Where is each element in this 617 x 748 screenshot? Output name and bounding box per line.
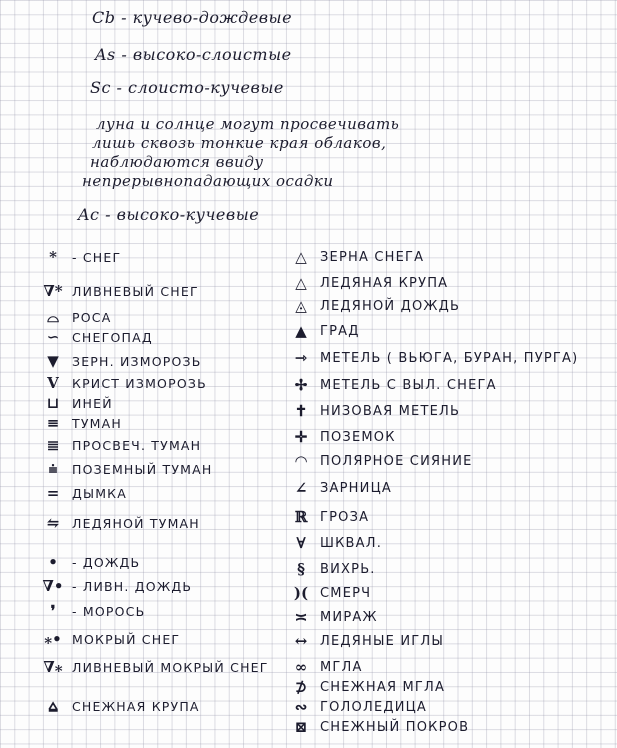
light-fog-symbol-icon: ≣ — [46, 436, 60, 454]
note-ac: Ac - высоко-кучевые — [78, 205, 260, 224]
sheet-lightning-label: ЗАРНИЦА — [320, 480, 392, 496]
legend-item-squall — [288, 532, 382, 554]
blizzard-falling-label: МЕТЕЛЬ С ВЫЛ. СНЕГА — [320, 377, 497, 393]
snow-label: - СНЕГ — [72, 249, 122, 265]
drifting-snow-symbol-icon: ✝ — [294, 402, 308, 420]
legend-item-dew — [40, 306, 111, 328]
legend-item-aurora — [288, 450, 473, 472]
legend-item-light-fog — [40, 434, 201, 456]
legend-item-rime — [40, 350, 202, 372]
legend-item-frost — [40, 392, 113, 414]
legend-item-rain-shower — [40, 575, 192, 597]
mirage-label: МИРАЖ — [320, 609, 378, 625]
whirlwind-label: ВИХРЬ. — [320, 561, 376, 577]
note-line-3: наблюдаются ввиду — [90, 153, 264, 171]
snow-shower-symbol-icon: ∇* — [43, 282, 63, 300]
note-line-2: лишь сквозь тонкие края облаков, — [92, 134, 387, 152]
hoarfrost-symbol-icon: V — [47, 374, 59, 392]
rain-symbol-icon: • — [48, 553, 58, 571]
legend-item-hoarfrost — [40, 372, 207, 394]
legend-item-sleet — [40, 628, 180, 650]
ground-fog-label: ПОЗЕМНЫЙ ТУМАН — [72, 461, 213, 477]
ground-fog-symbol-icon: ⩧ — [48, 460, 58, 478]
legend-item-ice-pellets — [288, 272, 448, 294]
legend-item-hail — [288, 320, 360, 342]
mist-label: МГЛА — [320, 659, 363, 675]
ice-needles-label: ЛЕДЯНЫЕ ИГЛЫ — [320, 633, 445, 649]
fog-label: ТУМАН — [72, 415, 122, 431]
legend-item-snowfall — [40, 326, 153, 348]
frost-label: ИНЕЙ — [72, 395, 113, 411]
blizzard-symbol-icon: ⇾ — [294, 349, 308, 367]
thunderstorm-label: ГРОЗА — [320, 509, 370, 525]
legend-item-ground-fog — [40, 458, 212, 480]
ice-pellets-symbol-icon: △ — [295, 274, 307, 292]
legend-item-tornado — [288, 582, 371, 604]
sheet-lightning-symbol-icon: ∠ — [294, 479, 308, 497]
snow-shower-label: ЛИВНЕВЫЙ СНЕГ — [72, 283, 199, 299]
sleet-label: МОКРЫЙ СНЕГ — [72, 631, 181, 647]
dew-label: РОСА — [72, 309, 112, 325]
note-cb: Cb - кучево-дождевые — [92, 8, 293, 27]
snow-mist-label: СНЕЖНАЯ МГЛА — [320, 679, 446, 695]
legend-item-glaze — [288, 696, 427, 718]
aurora-label: ПОЛЯРНОЕ СИЯНИЕ — [320, 453, 473, 469]
snow-cover-symbol-icon: ⊠ — [294, 718, 308, 736]
squall-symbol-icon: ∀ — [296, 534, 306, 552]
ice-fog-symbol-icon: ⇋ — [46, 514, 60, 532]
legend-item-sheet-lightning — [288, 477, 392, 499]
rime-symbol-icon: ▼ — [47, 352, 59, 370]
snow-mist-symbol-icon: ⊅ — [294, 678, 308, 696]
legend-item-snow-shower — [40, 280, 199, 302]
tornado-label: СМЕРЧ — [320, 585, 372, 601]
rime-label: ЗЕРН. ИЗМОРОЗЬ — [72, 353, 202, 369]
legend-item-blizzard-falling — [288, 374, 497, 396]
legend-item-drizzle — [40, 600, 145, 622]
legend-item-mirage — [288, 606, 378, 628]
low-drifting-label: ПОЗЕМОК — [320, 429, 396, 445]
sleet-symbol-icon: ⁎• — [44, 630, 62, 648]
legend-item-ice-needles — [288, 630, 444, 652]
fog-symbol-icon: ≡ — [46, 414, 60, 432]
ice-fog-label: ЛЕДЯНОЙ ТУМАН — [72, 515, 200, 531]
drifting-snow-label: НИЗОВАЯ МЕТЕЛЬ — [320, 403, 461, 419]
blizzard-label: МЕТЕЛЬ ( ВЬЮГА, БУРАН, ПУРГА) — [320, 350, 579, 366]
legend-item-snow-grains — [288, 246, 424, 268]
snow-cover-label: СНЕЖНЫЙ ПОКРОВ — [320, 719, 470, 735]
ice-needles-symbol-icon: ↔ — [294, 632, 308, 650]
squall-label: ШКВАЛ. — [320, 535, 383, 551]
ice-pellets-label: ЛЕДЯНАЯ КРУПА — [320, 275, 449, 291]
legend-item-snow — [40, 246, 121, 268]
glaze-symbol-icon: ∾ — [294, 698, 308, 716]
mist-symbol-icon: ∞ — [294, 658, 308, 676]
haze-label: ДЫМКА — [72, 485, 128, 501]
drizzle-symbol-icon: ❜ — [50, 602, 56, 620]
hail-label: ГРАД — [320, 323, 360, 339]
legend-item-drifting-snow — [288, 400, 460, 422]
snow-grains-symbol-icon: △ — [295, 248, 307, 266]
rain-label: - ДОЖДЬ — [72, 554, 141, 570]
frost-symbol-icon: ⊔ — [46, 394, 60, 412]
rain-shower-label: - ЛИВН. ДОЖДЬ — [72, 578, 193, 594]
sleet-shower-symbol-icon: ∇⁎ — [43, 658, 63, 676]
snow-grains-label: ЗЕРНА СНЕГА — [320, 249, 425, 265]
legend-item-low-drifting — [288, 426, 396, 448]
legend-item-thunderstorm — [288, 506, 369, 528]
note-as: As - высоко-слоистые — [95, 45, 292, 64]
aurora-symbol-icon: ◠ — [294, 452, 308, 470]
glaze-label: ГОЛОЛЕДИЦА — [320, 699, 428, 715]
mirage-symbol-icon: ≍ — [294, 608, 308, 626]
note-sc: Sc - слоисто-кучевые — [90, 78, 284, 97]
snow-pellets-label: СНЕЖНАЯ КРУПА — [72, 698, 200, 714]
note-line-4: непрерывнопадающих осадки — [82, 172, 334, 190]
snowfall-symbol-icon: ∽ — [46, 328, 60, 346]
legend-item-mist — [288, 656, 363, 678]
legend-item-ice-fog — [40, 512, 200, 534]
low-drifting-symbol-icon: ✛ — [294, 428, 308, 446]
haze-symbol-icon: = — [46, 484, 60, 502]
sleet-shower-label: ЛИВНЕВЫЙ МОКРЫЙ СНЕГ — [72, 659, 269, 675]
legend-item-haze — [40, 482, 127, 504]
light-fog-label: ПРОСВЕЧ. ТУМАН — [72, 437, 202, 453]
legend-item-snow-pellets — [40, 695, 200, 717]
tornado-symbol-icon: )( — [293, 584, 309, 602]
thunderstorm-symbol-icon: ℝ — [294, 508, 308, 526]
legend-item-freezing-rain — [288, 295, 460, 317]
legend-item-rain — [40, 551, 140, 573]
legend-item-whirlwind — [288, 558, 376, 580]
freezing-rain-label: ЛЕДЯНОЙ ДОЖДЬ — [320, 298, 461, 314]
snow-pellets-symbol-icon: ⩠ — [48, 697, 58, 715]
legend-item-snow-cover — [288, 716, 469, 738]
dew-symbol-icon: ⌓ — [47, 308, 59, 326]
hoarfrost-label: КРИСТ ИЗМОРОЗЬ — [72, 375, 207, 391]
legend-item-blizzard — [288, 347, 578, 369]
note-line-1: луна и солнце могут просвечивать — [96, 115, 400, 133]
hail-symbol-icon: ▲ — [295, 322, 307, 340]
drizzle-label: - МОРОСЬ — [72, 603, 146, 619]
whirlwind-symbol-icon: § — [297, 560, 305, 578]
legend-item-sleet-shower — [40, 656, 269, 678]
blizzard-falling-symbol-icon: ✢ — [294, 376, 308, 394]
rain-shower-symbol-icon: ∇• — [42, 577, 64, 595]
snow-symbol-icon: * — [49, 248, 57, 266]
legend-item-fog — [40, 412, 122, 434]
snowfall-label: СНЕГОПАД — [72, 329, 153, 345]
freezing-rain-symbol-icon: ◬ — [295, 297, 307, 315]
legend-item-snow-mist — [288, 676, 445, 698]
